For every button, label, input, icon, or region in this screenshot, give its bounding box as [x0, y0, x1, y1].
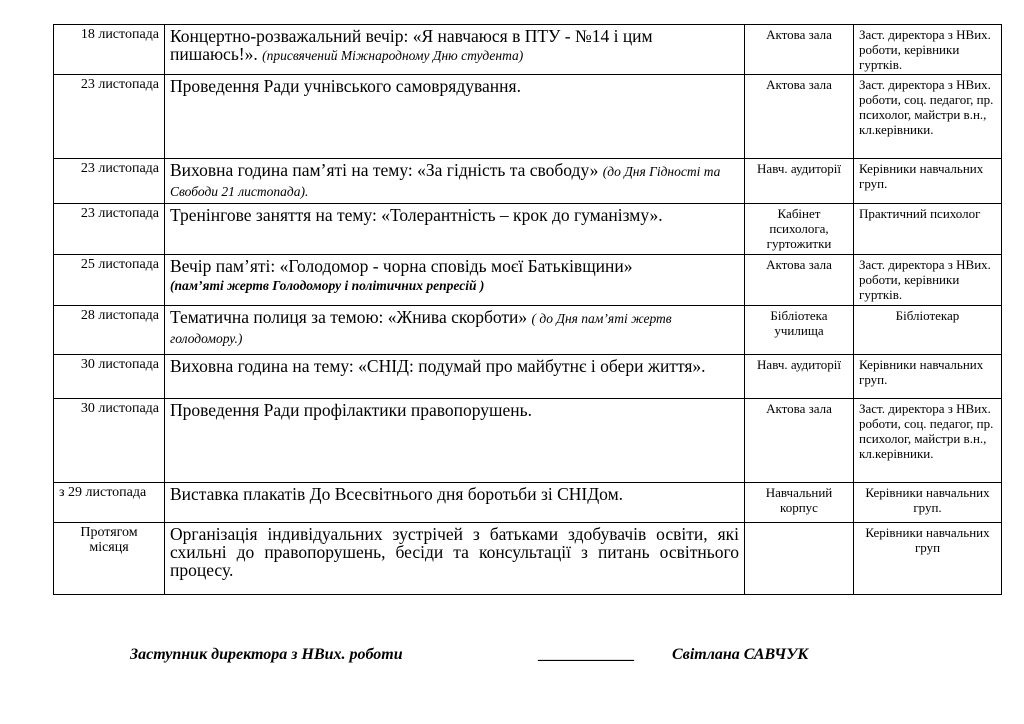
responsible-cell: Керівники навчальних груп. — [854, 483, 1002, 523]
table-row — [54, 306, 1002, 355]
place-cell: Навч. аудиторії — [745, 159, 854, 204]
place-cell: Актова зала — [745, 25, 854, 75]
table-row — [54, 25, 1002, 75]
date-cell: Протягом місяця — [54, 523, 165, 595]
event-cell: Виставка плакатів До Всесвітнього дня боротьби зі СНІДом. — [165, 483, 745, 523]
event-cell: Виховна година на тему: «СНІД: подумай про майбутнє і обери життя». — [165, 355, 745, 399]
signature-title: Заступник директора з НВих. роботи — [130, 646, 403, 663]
event-cell: Проведення Ради учнівського самоврядування. — [165, 75, 745, 159]
date-cell: 28 листопада — [54, 306, 165, 355]
place-cell: Навчальний корпус — [745, 483, 854, 523]
place-cell: Актова зала — [745, 255, 854, 306]
place-cell: Кабінет психолога, гуртожитки — [745, 204, 854, 255]
event-cell: Виховна година пам’яті на тему: «За гідність та свободу» (до Дня Гідності та Свободи 21 листопада). — [165, 159, 745, 204]
table-row — [54, 399, 1002, 483]
date-cell: 23 листопада — [54, 75, 165, 159]
signature-name: Світлана САВЧУК — [672, 646, 809, 663]
place-cell: Бібліотека училища — [745, 306, 854, 355]
responsible-cell: Практичний психолог — [854, 204, 1002, 255]
date-cell: 30 листопада — [54, 399, 165, 483]
event-cell: Вечір пам’яті: «Голодомор - чорна сповідь моєї Батьківщини» (пам’яті жертв Голодомору і політичних репресій ) — [165, 255, 745, 306]
responsible-cell: Бібліотекар — [854, 306, 1002, 355]
table-row — [54, 159, 1002, 204]
responsible-cell: Керівники навчальних груп. — [854, 355, 1002, 399]
event-cell: Організація індивідуальних зустрічей з батьками здобувачів освіти, які схильні до правопорушень, бесіди та консультації з питань освітнього процесу. — [165, 523, 745, 595]
place-cell: Навч. аудиторії — [745, 355, 854, 399]
date-cell: 23 листопада — [54, 159, 165, 204]
event-note: (пам’яті жертв Голодомору і політичних репресій ) — [170, 278, 485, 293]
place-cell: Актова зала — [745, 75, 854, 159]
table-row — [54, 483, 1002, 523]
event-cell: Проведення Ради профілактики правопорушень. — [165, 399, 745, 483]
event-note: (до Дня Гідності та Свободи 21 листопада). — [170, 164, 721, 199]
responsible-cell: Заст. директора з НВих. роботи, керівники гуртків. — [854, 255, 1002, 306]
date-cell: 23 листопада — [54, 204, 165, 255]
place-cell — [745, 523, 854, 595]
table-row — [54, 75, 1002, 159]
event-note: ( до Дня пам’яті жертв голодомору.) — [170, 311, 672, 346]
table-row — [54, 523, 1002, 595]
responsible-cell: Керівники навчальних груп — [854, 523, 1002, 595]
event-cell: Концертно-розважальний вечір: «Я навчаюся в ПТУ - №14 і цим пишаюсь!». (присвячений Міжнародному Дню студента) — [165, 25, 745, 75]
responsible-cell: Заст. директора з НВих. роботи, керівники гуртків. — [854, 25, 1002, 75]
table-row — [54, 255, 1002, 306]
table-row — [54, 355, 1002, 399]
responsible-cell: Заст. директора з НВих. роботи, соц. педагог, пр. психолог, майстри в.н., кл.керівники. — [854, 399, 1002, 483]
date-cell: 30 листопада — [54, 355, 165, 399]
date-cell: з 29 листопада — [54, 483, 165, 523]
responsible-cell: Керівники навчальних груп. — [854, 159, 1002, 204]
date-cell: 18 листопада — [54, 25, 165, 75]
responsible-cell: Заст. директора з НВих. роботи, соц. педагог, пр. психолог, майстри в.н., кл.керівники. — [854, 75, 1002, 159]
event-cell: Тематична полиця за темою: «Жнива скорботи» ( до Дня пам’яті жертв голодомору.) — [165, 306, 745, 355]
place-cell: Актова зала — [745, 399, 854, 483]
events-plan-table — [53, 24, 1002, 595]
event-cell: Тренінгове заняття на тему: «Толерантність – крок до гуманізму». — [165, 204, 745, 255]
signature-line: ____________ — [538, 646, 634, 663]
date-cell: 25 листопада — [54, 255, 165, 306]
table-row — [54, 204, 1002, 255]
event-note: (присвячений Міжнародному Дню студента) — [262, 48, 524, 63]
